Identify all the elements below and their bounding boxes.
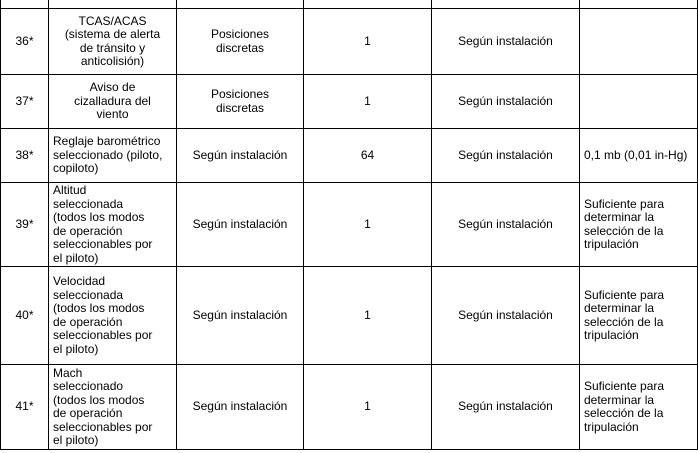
range-cell <box>177 75 304 129</box>
table-row <box>1 365 698 450</box>
row-number <box>1 9 49 75</box>
resolution-text: Suficiente para determinar la selección de la tripulación <box>584 379 665 434</box>
range-text: Según instalación <box>192 307 288 322</box>
top-cell <box>580 0 698 9</box>
range-cell <box>177 9 304 75</box>
accuracy-cell <box>304 129 432 183</box>
row-number-text: 37* <box>15 93 34 108</box>
parameter-cell <box>49 75 177 129</box>
row-number-text: 40* <box>15 307 34 322</box>
top-cell <box>49 0 177 9</box>
row-number-text: 38* <box>15 147 34 162</box>
accuracy-text: 1 <box>364 216 371 231</box>
row-number-text: 41* <box>15 399 34 414</box>
interval-text: Según instalación <box>458 216 553 231</box>
range-text: Posiciones discretas <box>210 27 270 55</box>
row-number <box>1 183 49 267</box>
interval-text: Según instalación <box>458 147 553 162</box>
range-cell <box>177 129 304 183</box>
accuracy-text: 1 <box>364 33 371 48</box>
row-number <box>1 75 49 129</box>
row-number <box>1 365 49 450</box>
range-text: Según instalación <box>192 147 288 162</box>
top-cell <box>1 0 49 9</box>
resolution-cell <box>580 365 698 450</box>
accuracy-cell <box>304 267 432 365</box>
resolution-cell <box>580 75 698 129</box>
table-row <box>1 75 698 129</box>
parameter-text: Mach seleccionado (todos los modos de operación seleccionables por el piloto) <box>53 365 153 447</box>
accuracy-cell <box>304 9 432 75</box>
accuracy-text: 64 <box>360 147 375 162</box>
interval-cell <box>432 129 580 183</box>
parameter-cell <box>49 183 177 267</box>
interval-text: Según instalación <box>458 307 553 322</box>
row-number-text: 39* <box>15 216 34 231</box>
parameter-cell <box>49 9 177 75</box>
accuracy-cell <box>304 183 432 267</box>
table-row <box>1 129 698 183</box>
parameter-text: Velocidad seleccionada (todos los modos de operación seleccionables por el piloto) <box>53 274 153 356</box>
range-text: Según instalación <box>192 399 288 414</box>
interval-cell <box>432 75 580 129</box>
table-row <box>1 0 698 9</box>
table-row <box>1 267 698 365</box>
resolution-text: 0,1 mb (0,01 in-Hg) <box>584 147 688 162</box>
resolution-text: Suficiente para determinar la selección de la tripulación <box>584 287 665 342</box>
parameter-text: TCAS/ACAS (sistema de alerta de tránsito y anticolisión) <box>64 13 161 68</box>
range-cell <box>177 267 304 365</box>
parameter-text: Aviso de cizalladura del viento <box>74 80 151 122</box>
row-number <box>1 267 49 365</box>
interval-text: Según instalación <box>458 399 553 414</box>
interval-cell <box>432 183 580 267</box>
table-row <box>1 183 698 267</box>
parameter-text: Altitud seleccionada (todos los modos de operación seleccionables por el piloto) <box>53 183 153 265</box>
accuracy-text: 1 <box>364 93 371 108</box>
resolution-text: Suficiente para determinar la selección de la tripulación <box>584 196 665 251</box>
parameter-cell <box>49 129 177 183</box>
top-cell <box>304 0 432 9</box>
accuracy-text: 1 <box>364 399 371 414</box>
parameter-text: Reglaje barométrico seleccionado (piloto, copiloto) <box>53 134 163 176</box>
row-number-text: 36* <box>15 33 34 48</box>
resolution-cell <box>580 183 698 267</box>
parameter-cell <box>49 267 177 365</box>
top-cell <box>432 0 580 9</box>
resolution-cell <box>580 129 698 183</box>
interval-cell <box>432 365 580 450</box>
accuracy-cell <box>304 75 432 129</box>
resolution-cell <box>580 267 698 365</box>
resolution-cell <box>580 9 698 75</box>
accuracy-cell <box>304 365 432 450</box>
top-cell <box>177 0 304 9</box>
range-cell <box>177 183 304 267</box>
range-text: Según instalación <box>192 216 288 231</box>
accuracy-text: 1 <box>364 307 371 322</box>
interval-cell <box>432 9 580 75</box>
parameter-cell <box>49 365 177 450</box>
interval-cell <box>432 267 580 365</box>
row-number <box>1 129 49 183</box>
range-text: Posiciones discretas <box>210 87 270 115</box>
interval-text: Según instalación <box>458 33 553 48</box>
interval-text: Según instalación <box>458 93 553 108</box>
table-row <box>1 9 698 75</box>
range-cell <box>177 365 304 450</box>
